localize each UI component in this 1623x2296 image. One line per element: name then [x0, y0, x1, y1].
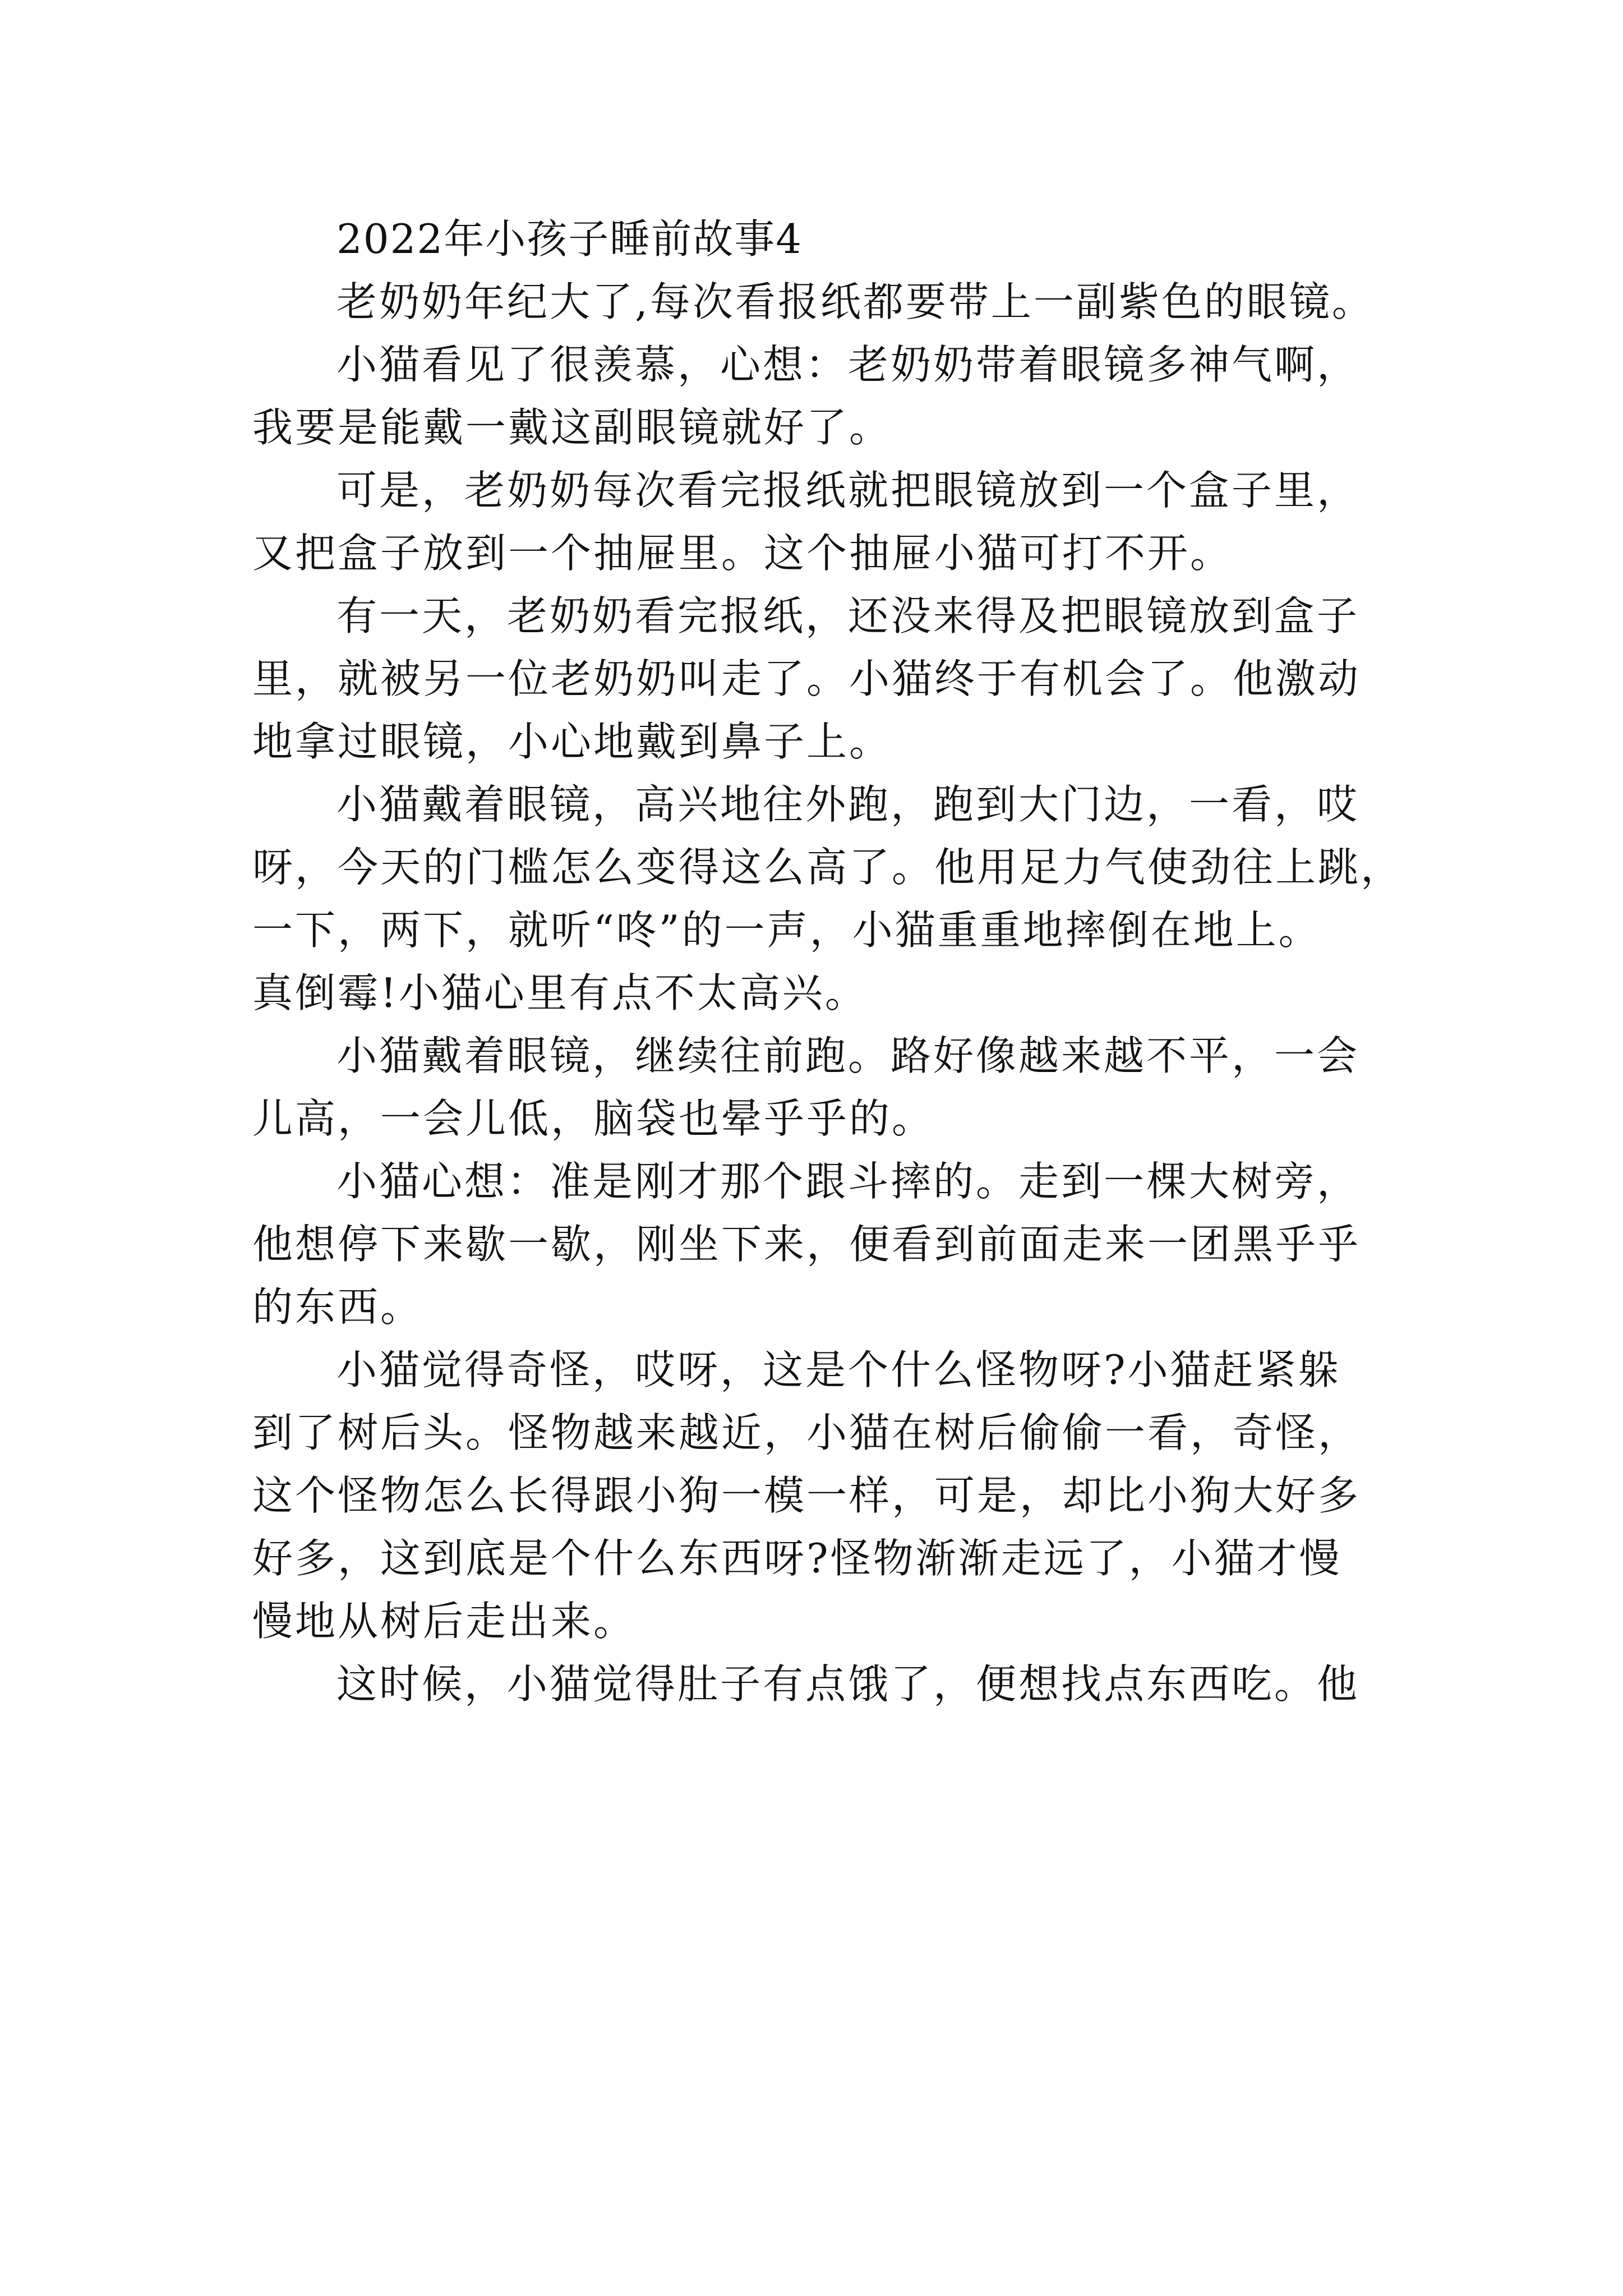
paragraph-5-line-3: 一下，两下，就听“咚”的一声，小猫重重地摔倒在地上。 [252, 907, 1321, 954]
paragraph-4-line-2: 里，就被另一位老奶奶叫走了。小猫终于有机会了。他激动 [252, 655, 1361, 702]
paragraph-5-line-4: 真倒霉!小猫心里有点不太高兴。 [252, 969, 868, 1016]
paragraph-7-line-1: 小猫心想：准是刚才那个跟斗摔的。走到一棵大树旁， [336, 1158, 1360, 1205]
story-body [252, 208, 1404, 1715]
paragraph-2-line-1: 小猫看见了很羡慕，心想：老奶奶带着眼镜多神气啊， [336, 341, 1360, 388]
paragraph-8-line-4: 好多，这到底是个什么东西呀?怪物渐渐走远了，小猫才慢 [252, 1535, 1342, 1582]
paragraph-3-line-1: 可是，老奶奶每次看完报纸就把眼镜放到一个盒子里， [336, 467, 1360, 514]
paragraph-8-line-5: 慢地从树后走出来。 [252, 1598, 637, 1645]
paragraph-7-line-3: 的东西。 [252, 1283, 423, 1331]
paragraph-8-line-2: 到了树后头。怪物越来越近，小猫在树后偷偷一看，奇怪， [252, 1409, 1361, 1456]
paragraph-4-line-3: 地拿过眼镜，小心地戴到鼻子上。 [252, 718, 892, 765]
paragraph-4-line-1: 有一天，老奶奶看完报纸，还没来得及把眼镜放到盒子 [336, 592, 1360, 639]
paragraph-5-line-1: 小猫戴着眼镜，高兴地往外跑，跑到大门边，一看，哎 [336, 781, 1360, 828]
paragraph-7-line-2: 他想停下来歇一歇，刚坐下来，便看到前面走来一团黑乎乎 [252, 1221, 1361, 1268]
paragraph-1-line-1: 老奶奶年纪大了,每次看报纸都要带上一副紫色的眼镜。 [336, 278, 1375, 325]
paragraph-9-line-1: 这时候，小猫觉得肚子有点饿了，便想找点东西吃。他 [336, 1660, 1360, 1708]
paragraph-6-line-2: 儿高，一会儿低，脑袋也晕乎乎的。 [252, 1095, 935, 1142]
story-title: 2022年小孩子睡前故事4 [336, 215, 803, 263]
paragraph-5-line-2: 呀，今天的门槛怎么变得这么高了。他用足力气使劲往上跳， [252, 844, 1404, 891]
paragraph-8-line-3: 这个怪物怎么长得跟小狗一模一样，可是，却比小狗大好多 [252, 1472, 1361, 1519]
paragraph-8-line-1: 小猫觉得奇怪，哎呀，这是个什么怪物呀?小猫赶紧躲 [336, 1346, 1341, 1393]
paragraph-2-line-2: 我要是能戴一戴这副眼镜就好了。 [252, 404, 892, 451]
paragraph-3-line-2: 又把盒子放到一个抽屉里。这个抽屉小猫可打不开。 [252, 530, 1233, 577]
paragraph-6-line-1: 小猫戴着眼镜，继续往前跑。路好像越来越不平，一会 [336, 1032, 1360, 1079]
